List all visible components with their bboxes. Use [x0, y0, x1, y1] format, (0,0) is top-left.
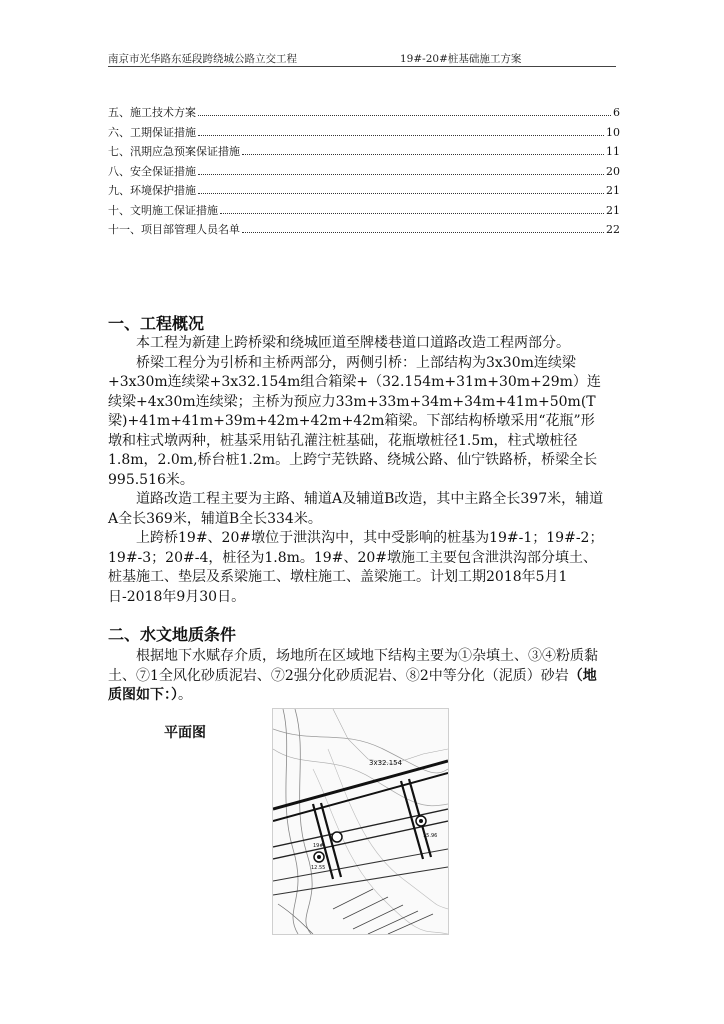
paragraph: 道路改造工程主要为主路、辅道A及辅道B改造，其中主路全长397米，辅道A全长369米，辅道B全长334米。	[108, 491, 604, 527]
toc-entry-page: 21	[606, 184, 620, 197]
plan-drawing	[273, 709, 448, 934]
toc-entry-title: 九、环境保护措施	[108, 184, 196, 197]
toc-leader	[242, 153, 604, 155]
toc-entry-page: 10	[606, 125, 620, 139]
toc-entry-title: 七、汛期应急预案保证措施	[108, 145, 240, 158]
figure-annotation-elevation: 12.55	[311, 865, 326, 871]
toc-entry-title: 十一、项目部管理人员名单	[108, 223, 240, 236]
figure-label: 平面图	[164, 725, 206, 741]
toc-entry[interactable]	[108, 221, 620, 241]
paragraph-text: 根据地下水赋存介质，场地所在区域地下结构主要为①杂填土、③④粉质黏土、⑦1全风化砂质泥岩、⑦2强分化砂质泥岩、⑧2中等分化（泥质）砂岩	[108, 648, 598, 684]
toc-entry[interactable]	[108, 182, 620, 202]
toc-entry-page: 21	[606, 203, 620, 217]
paragraph-text-end: 。	[178, 687, 192, 703]
toc-entry[interactable]	[108, 202, 620, 222]
section-heading-project-overview: 一、工程概况	[108, 314, 205, 333]
toc-leader	[220, 212, 604, 214]
paragraph	[108, 647, 608, 706]
figure-annotation-elevation: 15.96	[423, 833, 438, 839]
toc-entry[interactable]	[108, 124, 620, 144]
paragraph: 桥梁工程分为引桥和主桥两部分，两侧引桥：上部结构为3x30m连续梁+3x30m连续梁+3x32.154m组合箱梁+（32.154m+31m+30m+29m）连续梁+4x30m连续梁；主桥为预应力33m+33m+34m+34m+41m+50m(T梁)+41m+41m+39m+42m+42m+42m箱梁。下部结构桥墩采用“花瓶”形墩和柱式墩两种，桩基采用钻孔灌注桩基础，花瓶墩桩径1.5m，柱式墩桩径1.8m，2.0m,桥台桩1.2m。上跨宁芜铁路、绕城公路、仙宁铁路桥，桥梁全长995.516米。	[108, 354, 601, 488]
header-rule	[108, 66, 616, 67]
toc-entry-title: 六、工期保证措施	[108, 125, 196, 139]
paragraph: 上跨桥19#、20#墩位于泄洪沟中，其中受影响的桩基为19#-1；19#-2；19#-3；20#-4，桩径为1.8m。19#、20#墩施工主要包含泄洪沟部分填土、桩基施工、垫层及系梁施工、墩柱施工、盖梁施工。计划工期2018年5月1日-2018年9月30日。	[108, 530, 604, 605]
running-header	[108, 51, 616, 65]
header-project-title: 南京市光华路东延段跨绕城公路立交工程	[108, 53, 297, 65]
toc-leader	[242, 231, 604, 233]
toc-entry-title: 八、安全保证措施	[108, 164, 196, 178]
plan-drawing-figure	[272, 708, 449, 935]
table-of-contents	[108, 104, 620, 241]
toc-entry-page: 11	[606, 145, 620, 158]
toc-entry-page: 20	[606, 164, 620, 178]
toc-leader	[198, 134, 604, 136]
paragraph-bold-text: （地质图如下：）	[108, 667, 597, 703]
toc-leader	[198, 173, 604, 175]
toc-entry[interactable]	[108, 104, 620, 124]
toc-leader	[198, 192, 604, 194]
section-heading-hydrogeology: 二、水文地质条件	[108, 625, 237, 644]
toc-leader	[198, 114, 611, 116]
figure-annotation-pier: 19#	[313, 843, 324, 849]
toc-entry-title: 五、施工技术方案	[108, 106, 196, 119]
section-project-overview-body	[108, 334, 608, 607]
toc-entry-page: 22	[606, 223, 620, 236]
toc-entry[interactable]	[108, 143, 620, 163]
toc-entry-title: 十、文明施工保证措施	[108, 203, 218, 217]
figure-annotation-span: 3x32.154	[369, 759, 403, 767]
toc-entry-page: 6	[613, 106, 620, 119]
paragraph: 本工程为新建上跨桥梁和绕城匝道至牌楼巷道口道路改造工程两部分。	[136, 335, 570, 351]
header-document-title: 19#-20#桩基础施工方案	[400, 53, 522, 65]
section-hydrogeology-body	[108, 647, 608, 706]
toc-entry[interactable]	[108, 163, 620, 183]
